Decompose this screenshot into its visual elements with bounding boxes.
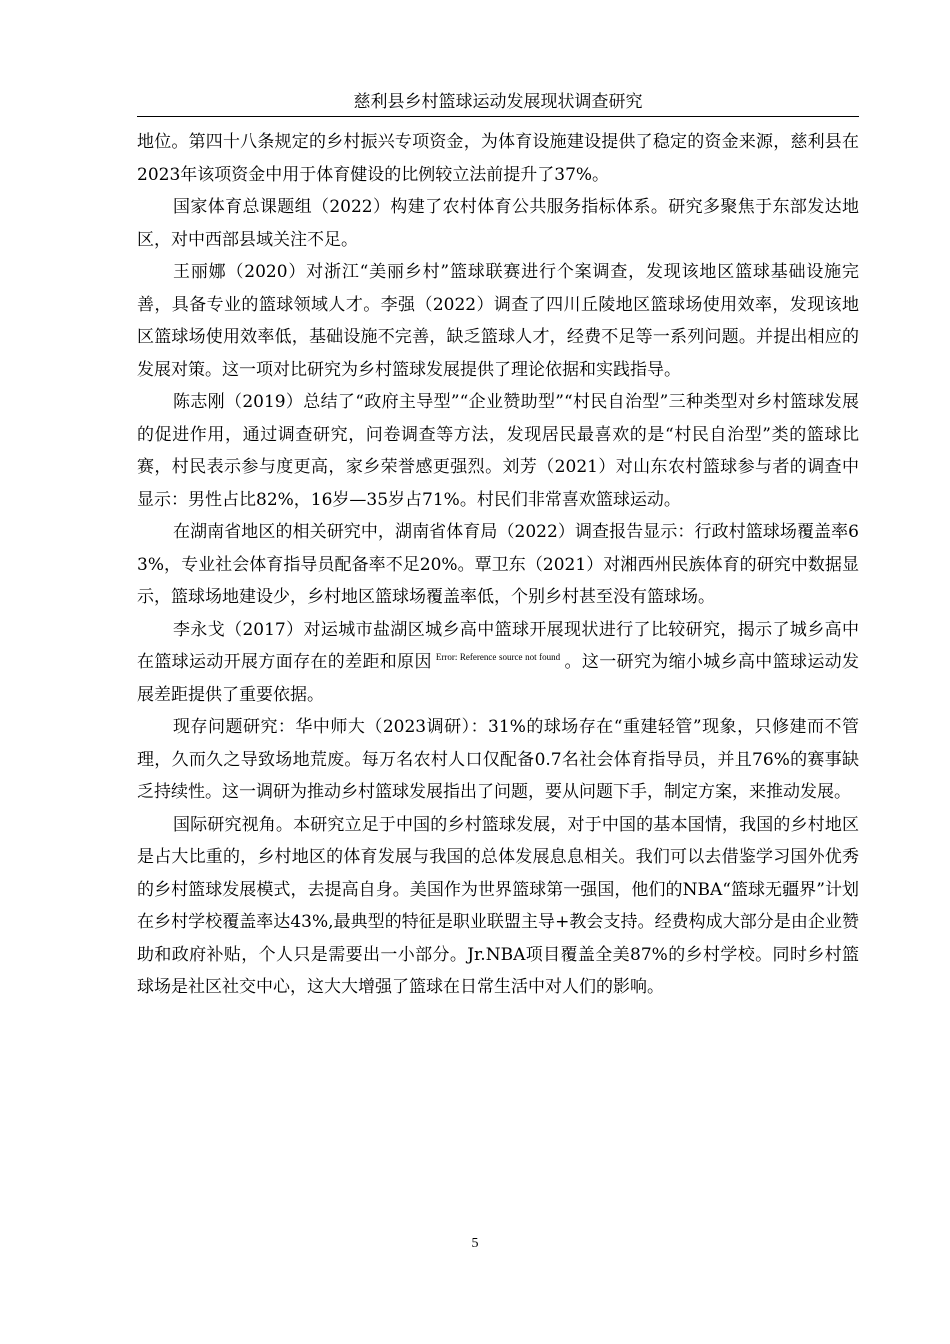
paragraph-5: 在湖南省地区的相关研究中，湖南省体育局（2022）调查报告显示：行政村篮球场覆盖率63%，专业社会体育指导员配备率不足20%。覃卫东（2021）对湘西州民族体育的研究中数据显示，篮球场地建设少，乡村地区篮球场覆盖率低，个别乡村甚至没有篮球场。 (137, 522, 859, 607)
paragraph-7: 现存问题研究：华中师大（2023调研）：31%的球场存在“重建轻管”现象，只修建而不管理，久而久之导致场地荒废。每万名农村人口仅配备0.7名社会体育指导员，并且76%的赛事缺乏持续性。这一调研为推动乡村篮球发展指出了问题，要从问题下手，制定方案，来推动发展。 (137, 717, 859, 802)
running-header: 慈利县乡村篮球运动发展现状调查研究 (137, 90, 859, 117)
paragraph-6-text-after: 。这一研究为缩小城乡高中篮球运动发展差距提供了重要依据。 (137, 652, 860, 705)
paragraph-8: 国际研究视角。本研究立足于中国的乡村篮球发展，对于中国的基本国情，我国的乡村地区是占大比重的，乡村地区的体育发展与我国的总体发展息息相关。我们可以去借鉴学习国外优秀的乡村篮球发展模式，去提高自身。美国作为世界篮球第一强国，他们的NBA“篮球无疆界”计划在乡村学校覆盖率达43%,最典型的特征是职业联盟主导+教会支持。经费构成大部分是由企业赞助和政府补贴，个人只是需要出一小部分。Jr.NBA项目覆盖全美87%的乡村学校。同时乡村篮球场是社区社交中心，这大大增强了篮球在日常生活中对人们的影响。 (137, 814, 859, 997)
paragraph-4: 陈志刚（2019）总结了“政府主导型”“企业赞助型”“村民自治型”三种类型对乡村篮球发展的促进作用，通过调查研究，问卷调查等方法，发现居民最喜欢的是“村民自治型”类的篮球比赛，村民表示参与度更高，家乡荣誉感更强烈。刘芳（2021）对山东农村篮球参与者的调查中显示：男性占比82%，16岁—35岁占71%。村民们非常喜欢篮球运动。 (137, 392, 859, 510)
paragraph-6 (137, 614, 859, 712)
paragraph-6-text-before: 李永戈（2017）对运城市盐湖区城乡高中篮球开展现状进行了比较研究，揭示了城乡高中在篮球运动开展方面存在的差距和原因 (137, 619, 859, 672)
paragraph-1: 地位。第四十八条规定的乡村振兴专项资金，为体育设施建设提供了稳定的资金来源，慈利县在2023年该项资金中用于体育健设的比例较立法前提升了37%。 (137, 132, 859, 185)
paragraph-2: 国家体育总课题组（2022）构建了农村体育公共服务指标体系。研究多聚焦于东部发达地区，对中西部县域关注不足。 (137, 197, 859, 250)
reference-error-marker: Error: Reference source not found (435, 652, 561, 663)
paragraph-3: 王丽娜（2020）对浙江“美丽乡村”篮球联赛进行个案调查，发现该地区篮球基础设施完善，具备专业的篮球领域人才。李强（2022）调查了四川丘陵地区篮球场使用效率，发现该地区篮球场使用效率低，基础设施不完善，缺乏篮球人才，经费不足等一系列问题。并提出相应的发展对策。这一项对比研究为乡村篮球发展提供了理论依据和实践指导。 (137, 262, 859, 380)
page-number: 5 (471, 1236, 479, 1251)
body-text (137, 126, 859, 1004)
